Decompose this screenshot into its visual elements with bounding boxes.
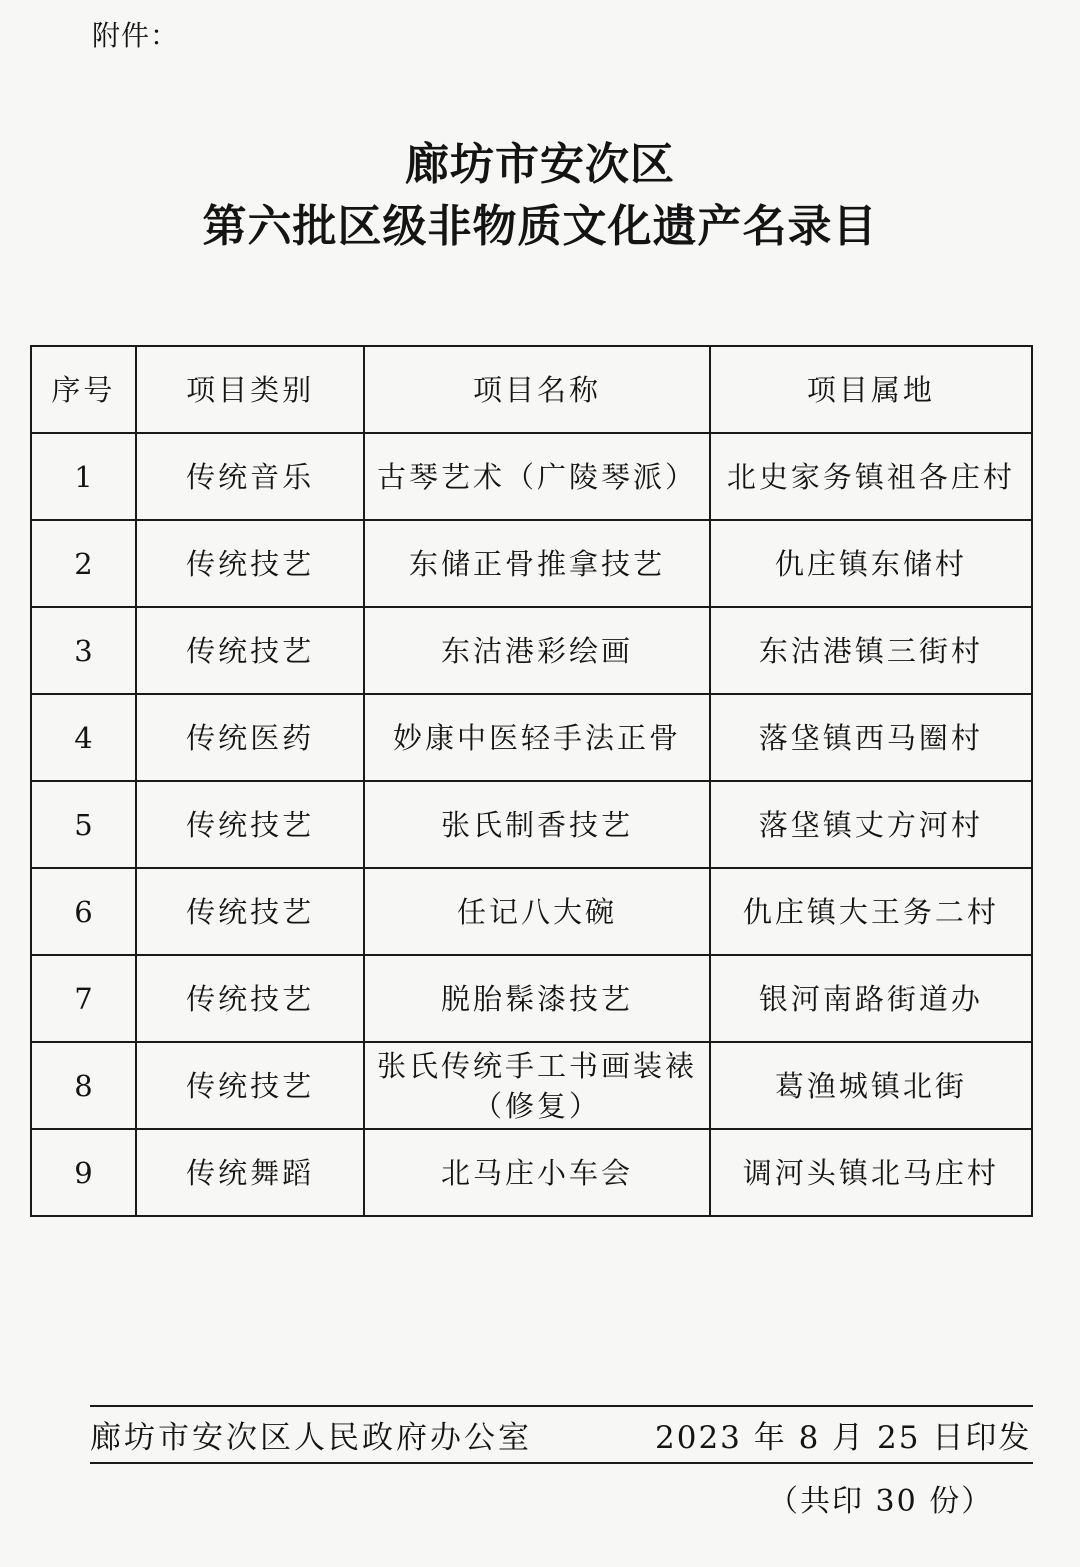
cell-name: 东沽港彩绘画 <box>364 607 709 694</box>
cell-location: 仇庄镇东储村 <box>710 520 1032 607</box>
cell-category: 传统技艺 <box>136 781 365 868</box>
table-row <box>31 694 1032 781</box>
cell-no: 2 <box>31 520 136 607</box>
table-row <box>31 433 1032 520</box>
cell-no: 6 <box>31 868 136 955</box>
cell-location: 落垡镇西马圈村 <box>710 694 1032 781</box>
cell-no: 5 <box>31 781 136 868</box>
cell-no: 3 <box>31 607 136 694</box>
header-location: 项目属地 <box>710 346 1032 433</box>
header-no: 序号 <box>31 346 136 433</box>
cell-category: 传统技艺 <box>136 955 365 1042</box>
cell-category: 传统技艺 <box>136 868 365 955</box>
copies-note: （共印 30 份） <box>768 1484 994 1519</box>
cell-name: 任记八大碗 <box>364 868 709 955</box>
footer-bottom-rule <box>90 1462 1033 1464</box>
cell-name: 张氏传统手工书画装裱（修复） <box>364 1042 709 1129</box>
cell-location: 葛渔城镇北街 <box>710 1042 1032 1129</box>
issue-date: 2023 年 8 月 25 日印发 <box>655 1420 1032 1456</box>
cell-name: 妙康中医轻手法正骨 <box>364 694 709 781</box>
cell-category: 传统技艺 <box>136 1042 365 1129</box>
cell-name: 张氏制香技艺 <box>364 781 709 868</box>
cell-location: 银河南路街道办 <box>710 955 1032 1042</box>
heritage-table <box>30 345 1033 1217</box>
attachment-label: 附件： <box>92 19 180 52</box>
table-row <box>31 868 1032 955</box>
footer-top-rule <box>90 1405 1033 1407</box>
cell-name: 古琴艺术（广陵琴派） <box>364 433 709 520</box>
cell-location: 仇庄镇大王务二村 <box>710 868 1032 955</box>
cell-location: 调河头镇北马庄村 <box>710 1129 1032 1216</box>
table-header-row <box>31 346 1032 433</box>
document-title-line2: 第六批区级非物质文化遗产名录目 <box>202 201 878 252</box>
cell-category: 传统医药 <box>136 694 365 781</box>
table-row <box>31 781 1032 868</box>
cell-no: 8 <box>31 1042 136 1129</box>
cell-no: 4 <box>31 694 136 781</box>
cell-no: 1 <box>31 433 136 520</box>
cell-no: 7 <box>31 955 136 1042</box>
cell-name: 脱胎髹漆技艺 <box>364 955 709 1042</box>
cell-location: 东沽港镇三街村 <box>710 607 1032 694</box>
document-title-line1: 廊坊市安次区 <box>405 139 675 190</box>
cell-name: 东储正骨推拿技艺 <box>364 520 709 607</box>
table-row <box>31 1042 1032 1129</box>
cell-category: 传统技艺 <box>136 520 365 607</box>
issuer-text: 廊坊市安次区人民政府办公室 <box>90 1420 532 1456</box>
cell-no: 9 <box>31 1129 136 1216</box>
cell-category: 传统音乐 <box>136 433 365 520</box>
table-row <box>31 955 1032 1042</box>
cell-name: 北马庄小车会 <box>364 1129 709 1216</box>
cell-category: 传统舞蹈 <box>136 1129 365 1216</box>
cell-location: 落垡镇丈方河村 <box>710 781 1032 868</box>
table-row <box>31 607 1032 694</box>
cell-location: 北史家务镇祖各庄村 <box>710 433 1032 520</box>
header-name: 项目名称 <box>364 346 709 433</box>
header-category: 项目类别 <box>136 346 365 433</box>
table-row <box>31 520 1032 607</box>
cell-category: 传统技艺 <box>136 607 365 694</box>
table-row <box>31 1129 1032 1216</box>
